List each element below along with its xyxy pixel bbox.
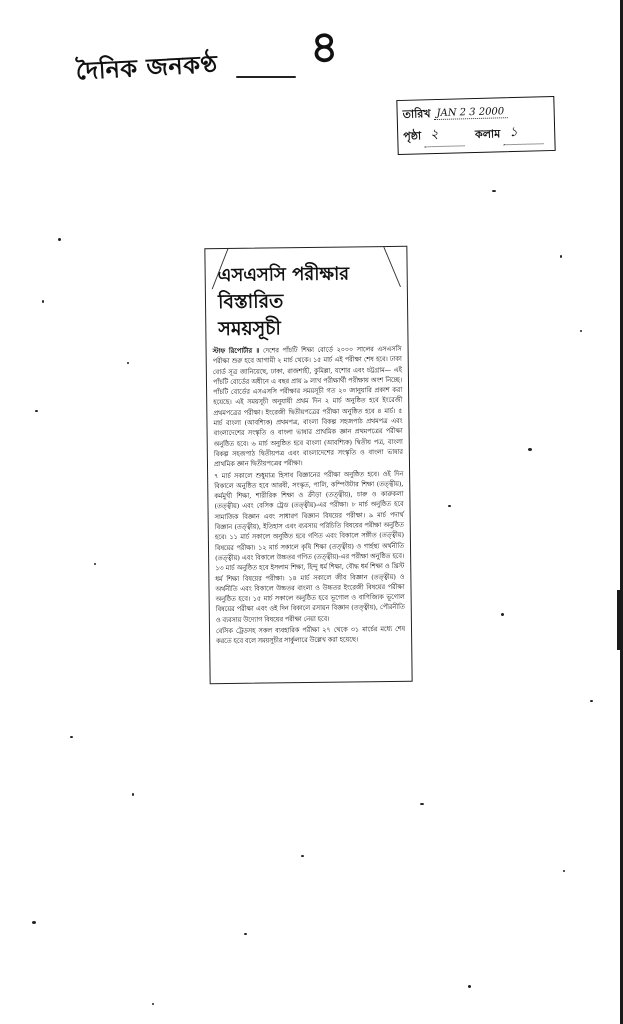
article-paragraph-text: বেসিক ট্রেডসহ সকল ব্যবহারিক পরীক্ষা ২৭ থেকে ৩১ মার্চের মধ্যে শেষ করতে হবে বলে সময়সূচীর সার্কুলারে উল্লেখ করা হয়েছে। [215, 624, 406, 646]
article-byline: স্টাফ রিপোর্টার ॥ [212, 346, 260, 356]
newspaper-name: দৈনিক জনকণ্ঠ [75, 49, 219, 86]
stamp-date-value: JAN 2 3 2000 [433, 106, 507, 120]
page-number: ৪ [310, 22, 339, 73]
stamp-page-value: ২ [424, 124, 465, 147]
article-paragraph [213, 344, 403, 470]
archive-stamp [396, 96, 555, 155]
stamp-page-label: পৃষ্ঠা [403, 128, 422, 143]
stamp-column-label: কলাম [474, 126, 501, 141]
headline-line-2: বিস্তারিত [217, 290, 284, 314]
stamp-column-value: ১ [503, 122, 544, 145]
stamp-page-row [403, 122, 550, 148]
article-paragraph-text: দেশের পাঁচটি শিক্ষা বোর্ডে ২০০০ সালের এসএসসি পরীক্ষা শুরু হবে আগামী ২ মার্চ থেকে। ১৫ মার্চ এই পরীক্ষা শেষ হবে। ঢাকা বোর্ড সূত্র জানিয়েছে, ঢাকা, রাজশাহী, কুমিল্লা, যশোর এবং চট্টগ্রাম— এই পাঁচটি বোর্ডের অধীনে এ বছর প্রায় ৯ লাখ পরীক্ষার্থী পরীক্ষায় অংশ নিচ্ছে। পাঁচটি বোর্ডের এসএসসি পরীক্ষার সময়সূচী গত ২০ জানুয়ারি প্রকাশ করা হয়েছে। এই সময়সূচী অনুযায়ী প্রথম দিন ২ মার্চ অনুষ্ঠিত হবে ইংরেজী প্রথমপত্রের পরীক্ষা। ইংরেজী দ্বিতীয়পত্রের পরীক্ষা অনুষ্ঠিত হবে ৪ মার্চ। ৫ মার্চ বাংলা (আবশ্যিক) প্রথমপত্র, বাংলা বিকল্প সহজপাঠ প্রথমপত্র এবং বাংলাদেশের সংস্কৃতি ও বাংলা ভাষার প্রাথমিক জ্ঞান প্রথমপত্রের পরীক্ষা অনুষ্ঠিত হবে। ৬ মার্চ অনুষ্ঠিত হবে বাংলা (আবশ্যিক) দ্বিতীয় পত্র, বাংলা বিকল্প সহজপাঠ দ্বিতীয়পত্র এবং বাংলাদেশের সংস্কৃতি ও বাংলা ভাষার প্রাথমিক জ্ঞান দ্বিতীয়পত্রের পরীক্ষা। [212, 344, 403, 469]
headline-line-3: সময়সূচী [218, 317, 282, 341]
news-clipping [204, 246, 412, 684]
article-paragraph [216, 624, 405, 647]
stamp-date-label: তারিখ [402, 106, 431, 121]
article-headline [218, 260, 402, 343]
scan-right-edge-break [617, 590, 620, 650]
article-paragraph-text: ৭ মার্চ সকালে শুধুমাত্র হিসাব বিজ্ঞানের পরীক্ষা অনুষ্ঠিত হবে। ওই দিন বিকালে অনুষ্ঠিত হবে আরবী, সংস্কৃত, পালি, কম্পিউটার শিক্ষা (তত্ত্বীয়), কর্মমুখী শিক্ষা, শারীরিক শিক্ষা ও ক্রীড়া (তত্ত্বীয়), চারু ও কারুকলা (তত্ত্বীয়) এবং বেসিক ট্রেড (তত্ত্বীয়)-এর পরীক্ষা। ৮ মার্চ অনুষ্ঠিত হবে সামাজিক বিজ্ঞান এবং সাধারণ বিজ্ঞান বিষয়ের পরীক্ষা। ৯ মার্চ পদার্থ বিজ্ঞান (তত্ত্বীয়), ইতিহাস এবং ব্যবসায় পরিচিতি বিষয়ের পরীক্ষা অনুষ্ঠিত হবে। ১১ মার্চ সকালে অনুষ্ঠিত হবে গণিত এবং বিকালে সঙ্গীত (তত্ত্বীয়) বিষয়ের পরীক্ষা। ১২ মার্চ সকালে কৃষি শিক্ষা (তত্ত্বীয়) ও গার্হস্থ্য অর্থনীতি (তত্ত্বীয়) এবং বিকালে উচ্চতর গণিত (তত্ত্বীয়)-এর পরীক্ষা অনুষ্ঠিত হবে। ১৩ মার্চ অনুষ্ঠিত হবে ইসলাম শিক্ষা, হিন্দু ধর্ম শিক্ষা, বৌদ্ধ ধর্ম শিক্ষা ও খ্রিস্ট ধর্ম শিক্ষা বিষয়ের পরীক্ষা। ১৪ মার্চ সকালে জীব বিজ্ঞান (তত্ত্বীয়) ও অর্থনীতি এবং বিকালে উচ্চতর বাংলা ও উচ্চতর ইংরেজী বিষয়ের পরীক্ষা অনুষ্ঠিত হবে। ১৫ মার্চ সকালে অনুষ্ঠিত হবে ভূগোল ও বাণিজ্যিক ভূগোল বিষয়ের পরীক্ষা এবং ওই দিন বিকালে রসায়ন বিজ্ঞান (তত্ত্বীয়), পৌরনীতি ও ব্যবসায় উদ্যোগ বিষয়ের পরীক্ষা নেয়া হবে। [214, 469, 405, 624]
article-paragraph [214, 468, 405, 625]
headline-line-1: এসএসসি পরীক্ষার [217, 263, 350, 287]
